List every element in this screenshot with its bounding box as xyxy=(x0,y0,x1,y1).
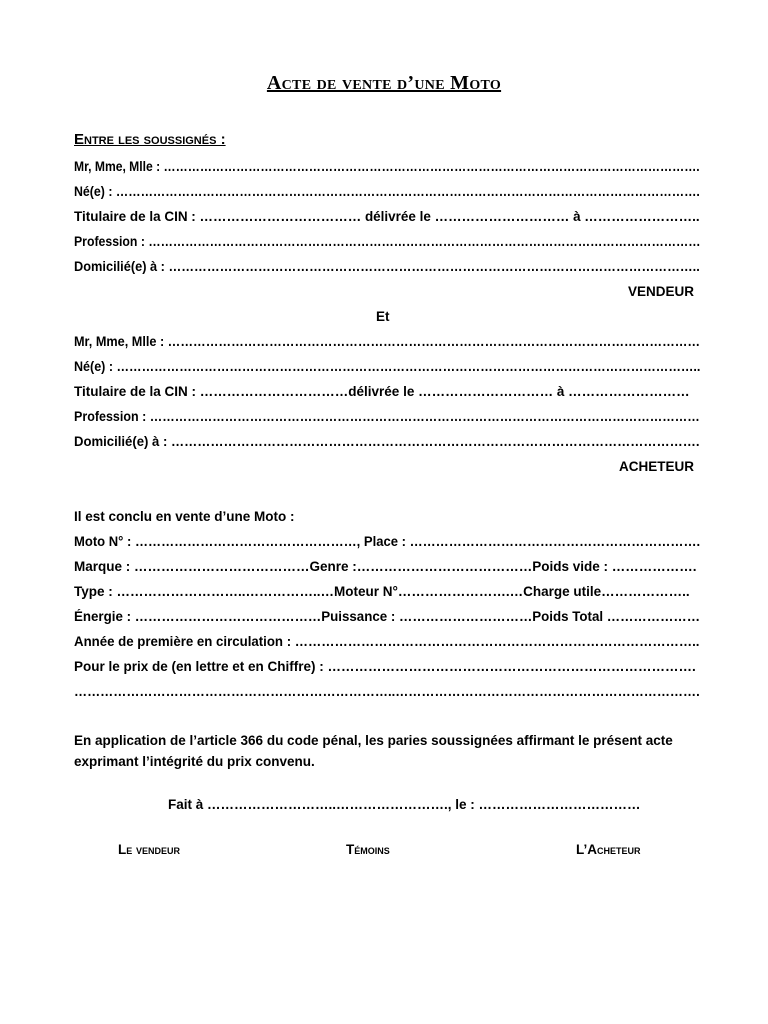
vehicle-price-continuation: ………………………………………………………………..……………………………………………………………. xyxy=(74,684,700,699)
vehicle-type-line: Type : ………………………..……………..…Moteur N°…………………….…Charge utile……………….. xyxy=(74,584,690,599)
vehicle-number-line: Moto N° : ……………………………………………, Place : …………………………………………………………. xyxy=(74,534,701,549)
document-title: Acte de vente d’une Moto xyxy=(266,72,502,94)
seller-domicile-line: Domicilié(e) à : …………………………………………………………………………………………………………….. xyxy=(74,259,700,274)
witnesses-signature-label: Témoins xyxy=(346,842,390,857)
seller-name-line: Mr, Mme, Mlle : ……………………………………………………………………………………………………………………. xyxy=(74,159,700,174)
buyer-cin-line: Titulaire de la CIN : ……………………………délivrée le ………………………… à ……………………… xyxy=(74,384,690,399)
buyer-signature-label: L’Acheteur xyxy=(576,842,641,857)
vehicle-brand-line: Marque : …………………………………Genre :…………………………………Poids vide : ………………. xyxy=(74,559,697,574)
buyer-profession-line: Profession : …………………………………………………………………………………………………………………… xyxy=(74,409,700,424)
buyer-label: ACHETEUR xyxy=(618,459,694,474)
buyer-name-line: Mr, Mme, Mlle : ……………………………………………………………………………………………………………… xyxy=(74,334,701,349)
vehicle-year-line: Année de première en circulation : ……………………………………………………………………………….. xyxy=(74,634,700,649)
seller-profession-line: Profession : ……………………………………………………………………………………………………………………… xyxy=(74,234,701,249)
seller-signature-label: Le vendeur xyxy=(118,842,181,857)
parties-heading: Entre les soussignés : xyxy=(74,131,226,148)
seller-label: VENDEUR xyxy=(627,284,694,299)
legal-paragraph: En application de l’article 366 du code pénal, les paries soussignées affirmant le présent acte exprimant l’intégrité du prix convenu. xyxy=(74,733,673,769)
vehicle-energy-line: Énergie : ……………………………………Puissance : …………………………Poids Total ………………… xyxy=(74,609,701,624)
buyer-domicile-line: Domicilié(e) à : …………………………………………………………………………………………………………. xyxy=(74,434,700,449)
buyer-birth-line: Né(e) : ………………………………………………………………………………………………………………………….. xyxy=(74,359,701,374)
sale-intro: Il est conclu en vente d’une Moto : xyxy=(74,509,295,524)
seller-cin-line: Titulaire de la CIN : ……………………………… délivrée le ………………………… à …………………….. xyxy=(74,209,700,224)
vehicle-price-line: Pour le prix de (en lettre et en Chiffre) : ………………………………………………………………………. xyxy=(74,659,696,674)
and-label: Et xyxy=(376,309,390,324)
seller-birth-line: Né(e) : ……………………………………………………………………………………………………………………………. xyxy=(74,184,700,199)
done-at-line: Fait à ………………………..……………………., le : ……………………………… xyxy=(168,797,641,812)
